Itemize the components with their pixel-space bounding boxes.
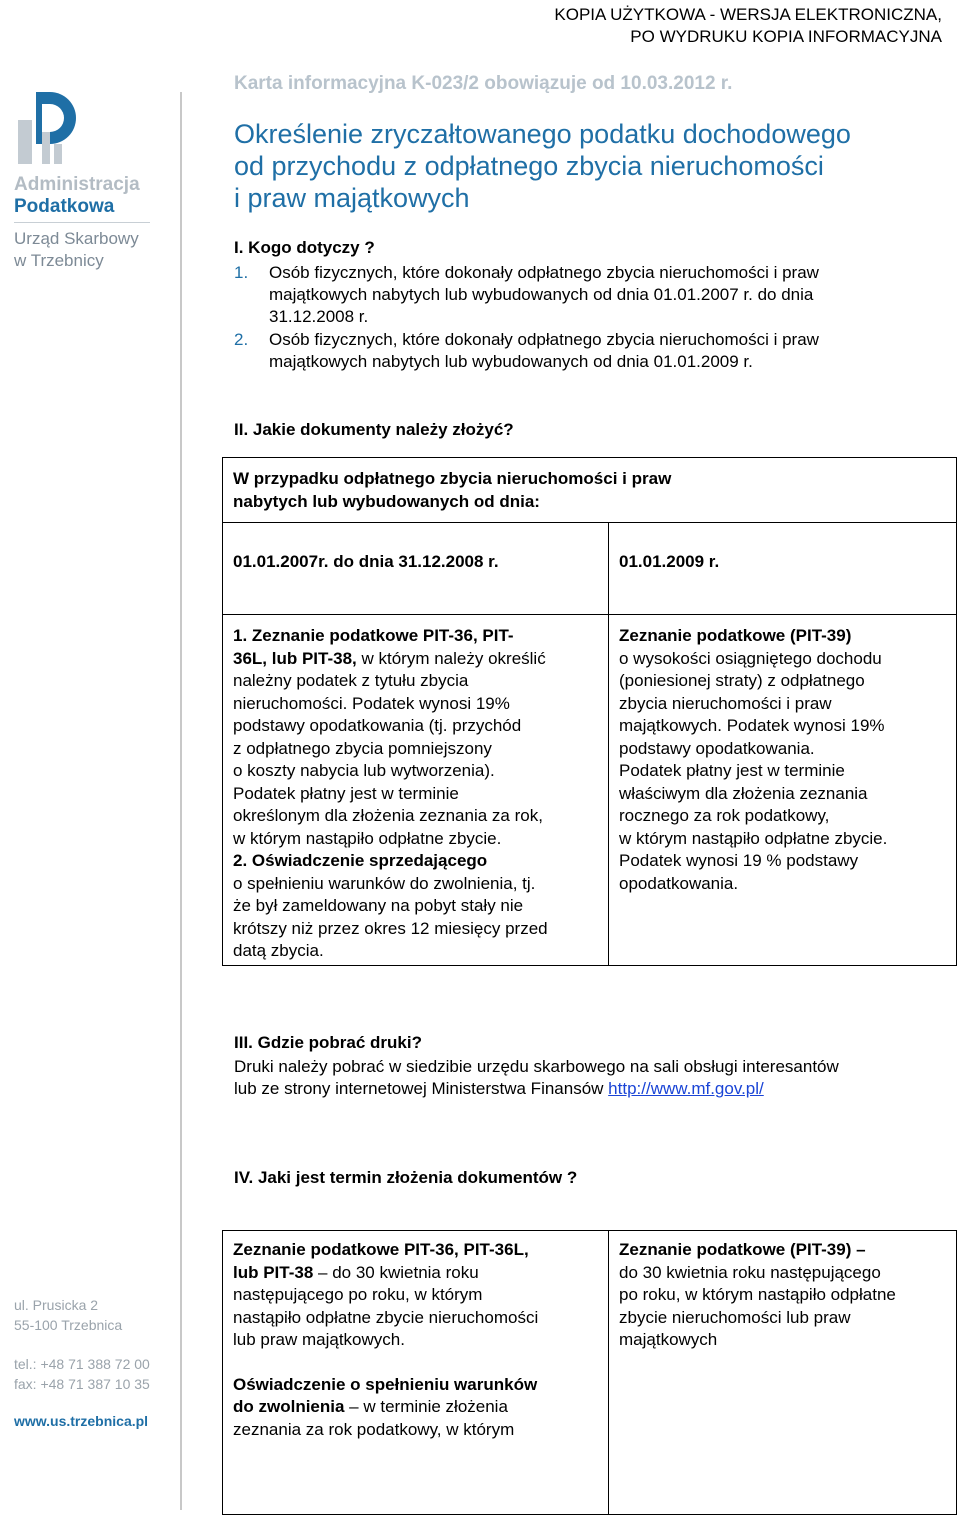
deadline-col1 [222, 1230, 609, 1515]
doc-line: datą zbycia. [233, 941, 324, 960]
deadline-col2 [608, 1230, 957, 1515]
doc-line: że był zameldowany na pobyt stały nie [233, 896, 524, 915]
section-3-line [234, 1078, 954, 1100]
doc-line [233, 648, 598, 671]
card-info: Karta informacyjna K-023/2 obowiązuje od 10.03.2012 r. [234, 73, 733, 94]
col1-date-label: 01.01.2007r. do dnia 31.12.2008 r. [233, 552, 499, 571]
doc-line: określonym dla złożenia zeznania za rok, [233, 806, 543, 825]
deadline-line [233, 1396, 598, 1419]
doc-line: z odpłatnego zbycia pomniejszony [233, 738, 492, 758]
deadline-line: Zeznanie podatkowe PIT-36, PIT-36L, [233, 1240, 529, 1259]
section-3-line-text: lub ze strony internetowej Ministerstwa Finansów [234, 1079, 609, 1098]
deadline-line: Oświadczenie o spełnieniu warunków [233, 1374, 538, 1394]
doc-line: (poniesionej straty) z odpłatnego [619, 671, 865, 690]
col2-date-label: 01.01.2009 r. [619, 552, 720, 571]
page-title [234, 118, 934, 214]
col1-date-header [222, 522, 609, 615]
col2-documents [608, 614, 957, 966]
copy-notice-line2: PO WYDRUKU KOPIA INFORMACYJNA [630, 27, 942, 46]
copy-notice-line1: KOPIA UŻYTKOWA - WERSJA ELEKTRONICZNA, [554, 5, 942, 24]
brand-line-1: Administracja [14, 174, 140, 195]
doc-line: 1. Zeznanie podatkowe PIT-36, PIT- [233, 626, 514, 645]
doc-line: 2. Oświadczenie sprzedającego [233, 851, 488, 870]
doc-line: rocznego za rok podatkowy, [619, 806, 830, 825]
deadline-line: zbycie nieruchomości lub praw [619, 1307, 851, 1327]
doc-line: w którym nastąpiło odpłatne zbycie. [233, 828, 502, 848]
deadline-text: – w terminie złożenia [344, 1397, 508, 1416]
deadline-line: lub praw majątkowych. [233, 1330, 405, 1349]
item-line: 31.12.2008 r. [269, 307, 369, 326]
doc-line: o koszty nabycia lub wytworzenia). [233, 761, 495, 780]
brand-line-2: Podatkowa [14, 196, 115, 217]
deadline-line: Zeznanie podatkowe (PIT-39) – [619, 1240, 866, 1259]
doc-line: właściwym dla złożenia zeznania [619, 783, 868, 803]
administracja-podatkowa-logo [14, 92, 78, 164]
brand-divider [14, 222, 150, 223]
title-line-1: Określenie zryczałtowanego podatku dochodowego [234, 119, 851, 149]
col1-documents [222, 614, 609, 966]
doc-line: Zeznanie podatkowe (PIT-39) [619, 626, 852, 645]
doc-line: Podatek płatny jest w terminie [233, 783, 459, 803]
doc-text: w którym należy określić [356, 648, 546, 668]
doc-line: o wysokości osiągniętego dochodu [619, 648, 882, 668]
doc-line: opodatkowania. [619, 873, 739, 893]
doc-line: w którym nastąpiło odpłatne zbycie. [619, 828, 888, 848]
vertical-divider [180, 92, 182, 1510]
fax-line: fax: +48 71 387 10 35 [14, 1376, 150, 1392]
deadline-line: do 30 kwietnia roku następującego [619, 1262, 881, 1282]
item-number: 2. [234, 330, 249, 349]
doc-line: Podatek płatny jest w terminie [619, 761, 845, 780]
item-line: majątkowych nabytych lub wybudowanych od dnia 01.01.2007 r. do dnia [269, 285, 814, 304]
office-name [14, 228, 139, 272]
section-4-heading: IV. Jaki jest termin złożenia dokumentów ? [234, 1168, 578, 1187]
doc-line: Podatek wynosi 19 % podstawy [619, 851, 859, 870]
deadline-line: po roku, w którym nastąpiło odpłatne [619, 1285, 896, 1304]
item-line: Osób fizycznych, które dokonały odpłatnego zbycia nieruchomości i praw [269, 330, 819, 349]
item-line: Osób fizycznych, które dokonały odpłatnego zbycia nieruchomości i praw [269, 263, 819, 282]
col2-date-header [608, 522, 957, 615]
doc-forms: 36L, lub PIT-38, [233, 648, 357, 668]
copy-notice [554, 4, 942, 48]
deadline-line: majątkowych [619, 1330, 718, 1349]
mf-website-link[interactable]: http://www.mf.gov.pl/ [608, 1079, 764, 1098]
deadline-line: nastąpiło odpłatne zbycie nieruchomości [233, 1307, 539, 1327]
phone-line: tel.: +48 71 388 72 00 [14, 1356, 150, 1372]
doc-line: o spełnieniu warunków do zwolnienia, tj. [233, 873, 536, 893]
section-3-line: Druki należy pobrać w siedzibie urzędu skarbowego na sali obsługi interesantów [234, 1057, 839, 1076]
title-line-2: od przychodu z odpłatnego zbycia nieruchomości [234, 151, 824, 181]
documents-table-header [222, 457, 957, 523]
table-header-line: W przypadku odpłatnego zbycia nieruchomości i praw [233, 469, 672, 488]
deadline-line: zeznania za rok podatkowy, w którym [233, 1419, 515, 1439]
doc-line: nieruchomości. Podatek wynosi 19% [233, 693, 510, 713]
office-phones [14, 1354, 150, 1394]
section-1-list [234, 262, 934, 372]
deadline-line: następującego po roku, w którym [233, 1285, 483, 1304]
section-2-heading: II. Jakie dokumenty należy złożyć? [234, 420, 514, 439]
item-line: majątkowych nabytych lub wybudowanych od dnia 01.01.2009 r. [269, 352, 753, 371]
title-line-3: i praw majątkowych [234, 183, 470, 213]
doc-line: zbycia nieruchomości i praw [619, 693, 832, 713]
section-3-text [234, 1056, 954, 1100]
office-address [14, 1295, 122, 1335]
section-3-heading: III. Gdzie pobrać druki? [234, 1033, 422, 1052]
deadline-text: – do 30 kwietnia roku [313, 1262, 479, 1282]
section-1-heading: I. Kogo dotyczy ? [234, 238, 375, 257]
item-number: 1. [234, 263, 249, 282]
doc-line: krótszy niż przez okres 12 miesięcy przed [233, 918, 548, 938]
deadline-form: do zwolnienia [233, 1397, 345, 1416]
office-website-link[interactable]: www.us.trzebnica.pl [14, 1413, 149, 1429]
doc-line: majątkowych. Podatek wynosi 19% [619, 716, 885, 735]
doc-line: należny podatek z tytułu zbycia [233, 671, 469, 690]
address-line: ul. Prusicka 2 [14, 1297, 99, 1313]
doc-line: podstawy opodatkowania (tj. przychód [233, 716, 522, 735]
office-line-1: Urząd Skarbowy [14, 229, 139, 248]
deadline-line [233, 1262, 598, 1285]
table-header-line: nabytych lub wybudowanych od dnia: [233, 491, 540, 511]
address-line: 55-100 Trzebnica [14, 1317, 123, 1333]
deadline-form: lub PIT-38 [233, 1262, 314, 1282]
office-line-2: w Trzebnicy [14, 251, 104, 270]
doc-line: podstawy opodatkowania. [619, 738, 815, 758]
